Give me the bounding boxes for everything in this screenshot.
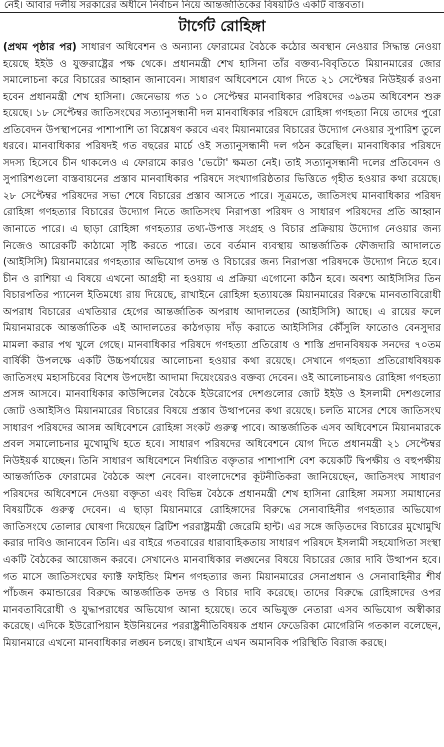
divider-rule bbox=[0, 12, 444, 13]
article-text: সাধারণ অধিবেশন ও অন্যান্য ফোরামের বৈঠকে কঠোর অবস্থান নেওয়ার সিদ্ধান্ত নেওয়া হয়েছে ইইউ ও যুক্তরাষ্ট্রের পক্ষ থেকে। প্রধানমন্ত্রী শেখ হাসিনা তাঁর বক্তব্য-বিবৃতিতে মিয়ানমারের জোর সমালোচনা করে বিচারের আহ্বান জানাবেন। সাধারণ অধিবেশনে যোগ দিতে ২১ সেপ্টেম্বর নিউইয়র্ক রওনা হবেন প্রধানমন্ত্রী শেখ হাসিনা। জেনেভায় গত ১০ সেপ্টেম্বর মানবাধিকার পরিষদের ৩৯তম অধিবেশন শুরু হয়েছে। ১৮ সেপ্টেম্বর জাতিসংঘের সত্যানুসন্ধানী দল মানবাধিকার পরিষদে রোহিঙ্গা গণহত্যা নিয়ে তাদের পুরো প্রতিবেদন উপস্থাপনের পাশাপাশি তা বিশ্লেষণ করবে এবং মিয়ানমারের বিচারের উদ্যোগ নেওয়ার সুপারিশ তুলে ধরবে। মানবাধিকার পরিষদই গত বছরের মার্চে ওই সত্যানুসন্ধানী দল গঠন করেছিল। মানবাধিকার পরিষদে সদস্য হিসেবে চীন থাকলেও এ ফোরামে কারও 'ভেটো' ক্ষমতা নেই। তাই সত্যানুসন্ধানী দলের প্রতিবেদন ও সুপারিশগুলো বাস্তবায়নের প্রস্তাব মানবাধিকার পরিষদে সংখ্যাগরিষ্ঠতার ভিত্তিতে গৃহীত হওয়ার কথা রয়েছে। ২৮ সেপ্টেম্বর পরিষদের সভা শেষে বিচারের প্রস্তাব আসতে পারে। সূত্রমতে, জাতিসংঘ মানবাধিকার পরিষদ রোহিঙ্গা গণহত্যার বিচারের উদ্যোগ নিতে জাতিসংঘ নিরাপত্তা পরিষদ ও সাধারণ পরিষদের প্রতি আহ্বান জানাতে পারে। এ ছাড়া রোহিঙ্গা গণহত্যার তথ্য-উপাত্ত সংগ্রহ ও বিচার প্রক্রিয়ায় উদ্যোগ নেওয়ার জন্য নিজেও আরেকটি কাঠামো সৃষ্টি করতে পারে। তবে বর্তমান ব্যবস্থায় আন্তর্জাতিক ফৌজদারি আদালতে (আইসিসি) মিয়ানমারের গণহত্যার অভিযোগ তদন্ত ও বিচারের জন্য নিরাপত্তা পরিষদকে উদ্যোগ নিতে হবে। চীন ও রাশিয়া এ বিষয়ে এখনো আগ্রহী না হওয়ায় এ প্রক্রিয়া এগোনো কঠিন হবে। অবশ্য আইসিসির তিন বিচারপতির প্যানেল ইতিমধ্যে রায় দিয়েছে, রাখাইনে রোহিঙ্গা হত্যাযজ্ঞে মিয়ানমারের বিরুদ্ধে মানবতাবিরোধী অপরাধ বিচারের এখতিয়ার হেগের আন্তর্জাতিক অপরাধ আদালতের (আইসিসি) আছে। এ রায়ের ফলে মিয়ানমারকে আন্তর্জাতিক এই আদালতের কাঠগড়ায় দাঁড় করাতে আইসিসির কৌঁসুলি ফাতোও বেনসুদার মামলা করার পথ খুলে গেছে। মানবাধিকার পরিষদে গণহত্যা প্রতিরোধ ও শাস্তি প্রদানবিষয়ক সনদের ৭০তম বার্ষিকী উপলক্ষে একটি উচ্চপর্যায়ের আলোচনা হওয়ার কথা রয়েছে। সেখানে গণহত্যা প্রতিরোধবিষয়ক জাতিসংঘ মহাসচিবের বিশেষ উপদেষ্টা আদামা দিয়েংয়েরও বক্তব্য দেবেন। ওই আলোচনায়ও রোহিঙ্গা গণহত্যা প্রসঙ্গ আসবে। মানবাধিকার কাউন্সিলের বৈঠকে ইউরোপের দেশগুলোর জোট ইইউ ও ইসলামী দেশগুলোর জোট ওআইসিও মিয়ানমারের বিচারের বিষয়ে প্রস্তাব উত্থাপনের কথা রয়েছে। চলতি মাসের শেষে জাতিসংঘ সাধারণ পরিষদের আসন্ন অধিবেশনে রোহিঙ্গা সংকট গুরুত্ব পাবে। আন্তর্জাতিক এসব অধিবেশনে মিয়ানমারকে প্রবল সমালোচনার মুখোমুখি হতে হবে। সাধারণ পরিষদের অধিবেশনে যোগ দিতে প্রধানমন্ত্রী ২১ সেপ্টেম্বর নিউইয়র্ক যাচ্ছেন। তিনি সাধারণ অধিবেশনে নির্ধারিত বক্তৃতার পাশাপাশি বেশ কয়েকটি দ্বিপক্ষীয় ও বহুপক্ষীয় আন্তর্জাতিক ফোরামের বৈঠকে অংশ নেবেন। বাংলাদেশের কূটনীতিকরা জানিয়েছেন, জাতিসংঘ সাধারণ পরিষদের অধিবেশনে দেওয়া বক্তৃতা এবং বিভিন্ন বৈঠকে প্রধানমন্ত্রী শেখ হাসিনা রোহিঙ্গা সমস্যা সমাধানের বিষয়টিকে গুরুত্ব দেবেন। এ ছাড়া মিয়ানমারে রোহিঙ্গাদের বিরুদ্ধে সেনাবাহিনীর গণহত্যার অভিযোগ জাতিসংঘে তোলার ঘোষণা দিয়েছেন ব্রিটিশ পররাষ্ট্রমন্ত্রী জেরেমি হান্ট। এর সঙ্গে জড়িতদের বিচারের মুখোমুখি করার দাবিও জানাবেন তিনি। এর বাইরে গতবারের ধারাবাহিকতায় সাধারণ পরিষদে ইসলামী সহযোগিতা সংস্থা একটি বৈঠকের আয়োজন করবে। সেখানেও মানবাধিকার লঙ্ঘনের বিষয়ে বিচারের জোর দাবি উত্থাপন হবে। গত মাসে জাতিসংঘের ফ্যাক্ট ফাইন্ডিং মিশন গণহত্যার জন্য মিয়ানমারের সেনাপ্রধান ও সেনাবাহিনীর শীর্ষ পাঁচজন কমান্ডারের বিরুদ্ধে আন্তর্জাতিক তদন্ত ও বিচার দাবি করেছে। তাদের বিরুদ্ধে রোহিঙ্গাদের ওপর মানবতাবিরোধী ও যুদ্ধাপরাধের অভিযোগ আনা হয়েছে। তবে অভিযুক্ত নেতারা এসব অভিযোগ অস্বীকার করেছে। এদিকে ইউরোপিয়ান ইউনিয়নের পররাষ্ট্রনীতিবিষয়ক প্রধান ফেডেরিকা মোগেরিনি গতকাল বলেছেন, মিয়ানমারে এখনো মানবাধিকার লঙ্ঘন চলছে। রাখাইনে এখন অমানবিক পরিস্থিতি বিরাজ করছে। bbox=[3, 42, 441, 649]
article-body bbox=[3, 40, 441, 744]
article-headline: টার্গেট রোহিঙ্গা bbox=[178, 17, 266, 35]
article-paragraph bbox=[3, 40, 441, 652]
continuation-lead: (প্রথম পৃষ্ঠার পর) bbox=[3, 42, 77, 53]
previous-article-fragment: নেই। আবার দলীয় সরকারের অধীনে নির্বাচন নিয়ে আন্তর্জাতিকের বিষয়টিও একটি বাস্তবতা। bbox=[4, 0, 365, 11]
